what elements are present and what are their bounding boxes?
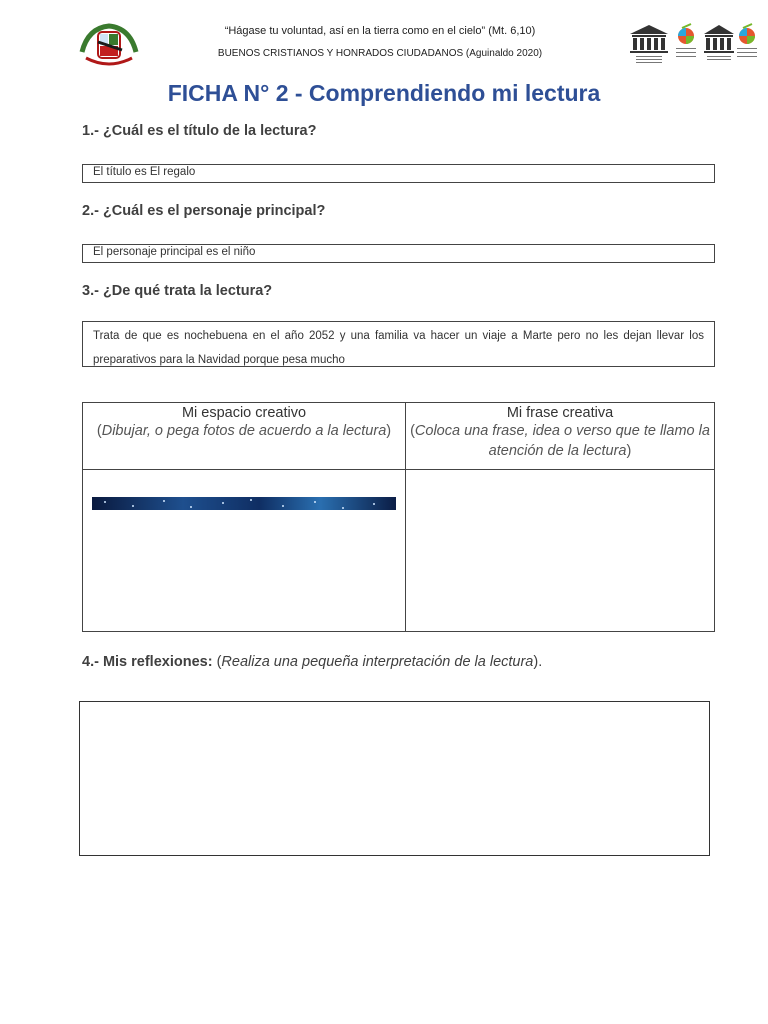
creative-space-description: (Dibujar, o pega fotos de acuerdo a la lectura) [96, 423, 392, 439]
table-divider-horizontal [83, 469, 714, 470]
reflections-answer-box[interactable] [79, 701, 710, 856]
creative-space-heading: Mi espacio creativo [181, 405, 307, 421]
creative-space-header [83, 405, 405, 441]
associated-schools-logo [673, 22, 699, 68]
starry-sky-image [92, 497, 396, 510]
question-1: 1.- ¿Cuál es el título de la lectura? [82, 123, 317, 139]
answer-3-field[interactable]: Trata de que es nochebuena en el año 2052 y una familia va hacer un viaje a Marte pero no les dejan llevar los preparativos para la Navidad porque pesa mucho [82, 321, 715, 367]
question-4: 4.- Mis reflexiones: (Realiza una pequeña interpretación de la lectura). [82, 654, 543, 670]
creative-phrase-heading: Mi frase creativa [506, 405, 614, 421]
header-subtitle: BUENOS CRISTIANOS Y HONRADOS CIUDADANOS (Aguinaldo 2020) [217, 48, 543, 59]
question-3: 3.- ¿De qué trata la lectura? [82, 283, 273, 299]
question-2: 2.- ¿Cuál es el personaje principal? [82, 203, 326, 219]
answer-2-field[interactable]: El personaje principal es el niño [82, 244, 715, 263]
associated-schools-logo-secondary [735, 22, 761, 68]
header-quote: “Hágase tu voluntad, así en la tierra como en el cielo” (Mt. 6,10) [224, 25, 536, 37]
coat-of-arms-logo [78, 22, 140, 68]
worksheet-title: FICHA N° 2 - Comprendiendo mi lectura [167, 80, 601, 106]
creative-table [82, 402, 715, 632]
creative-phrase-description: (Coloca una frase, idea o verso que te llamo la atención de la lectura) [410, 423, 710, 459]
unesco-logo [626, 22, 672, 68]
answer-1-field[interactable]: El título es El regalo [82, 164, 715, 183]
creative-phrase-header [406, 405, 714, 461]
